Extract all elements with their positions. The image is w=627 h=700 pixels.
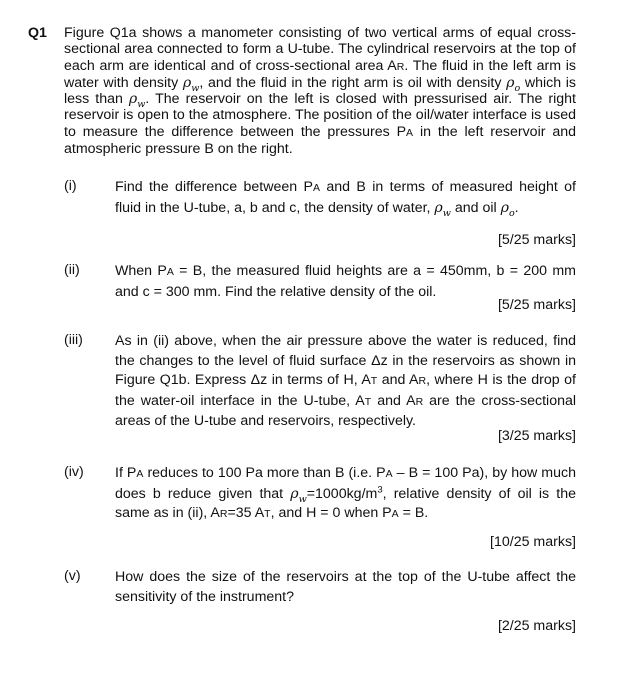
part-roman: (i): [64, 178, 77, 194]
part-text: When PA = B, the measured fluid heights are a = 450mm, b = 200 mm and c = 300 mm. Find the relative density of the oil.: [115, 263, 576, 300]
part-roman: (iii): [64, 332, 83, 348]
part-text: Find the difference between PA and B in terms of measured height of fluid in the U-tube, a, b and c, the density of water, $\rho_w$ and oil $\rho_o$.: [115, 179, 576, 219]
part-marks: [5/25 marks]: [497, 297, 576, 313]
part-text: As in (ii) above, when the air pressure above the water is reduced, find the changes to the level of fluid surface Δz in the reservoirs as shown in Figure Q1b. Express Δz in terms of H, AT and AR, where H is the drop of the water-oil interface in the U-tube, AT and AR are the cross-sectional areas of the U-tube and reservoirs, respectively.: [115, 333, 577, 430]
part-marks: [5/25 marks]: [497, 232, 576, 248]
part-roman: (iv): [64, 464, 84, 480]
question-intro: Figure Q1a shows a manometer consisting of two vertical arms of equal cross-sectional area connected to form a U-tube. The cylindrical reservoirs at the top of each arm are identical and of cross-sectional area AR. The fluid in the left arm is water with density $\rho_w$, and the fluid in the right arm is oil with density $\rho_o$ which is less than $\rho_w$. The reservoir on the left is closed with pressurised air. The right reservoir is open to the atmosphere. The position of the oil/water interface is used to measure the difference between the pressures PA in the left reservoir and atmospheric pressure B on the right.: [64, 25, 577, 158]
part-roman: (v): [64, 568, 81, 584]
part-roman: (ii): [64, 262, 80, 278]
part-marks: [10/25 marks]: [490, 534, 576, 550]
part-marks: [2/25 marks]: [497, 618, 576, 634]
part-text: How does the size of the reservoirs at the top of the U-tube affect the sensitivity of the instrument?: [115, 569, 576, 605]
question-number: Q1: [28, 25, 47, 41]
part-marks: [3/25 marks]: [497, 428, 576, 444]
part-text: If PA reduces to 100 Pa more than B (i.e. PA – B = 100 Pa), by how much does b reduce given that $\rho_w=1000kg/m^3$, relative density of oil is the same as in (ii), AR=35 AT, and H = 0 when PA = B.: [115, 465, 576, 522]
